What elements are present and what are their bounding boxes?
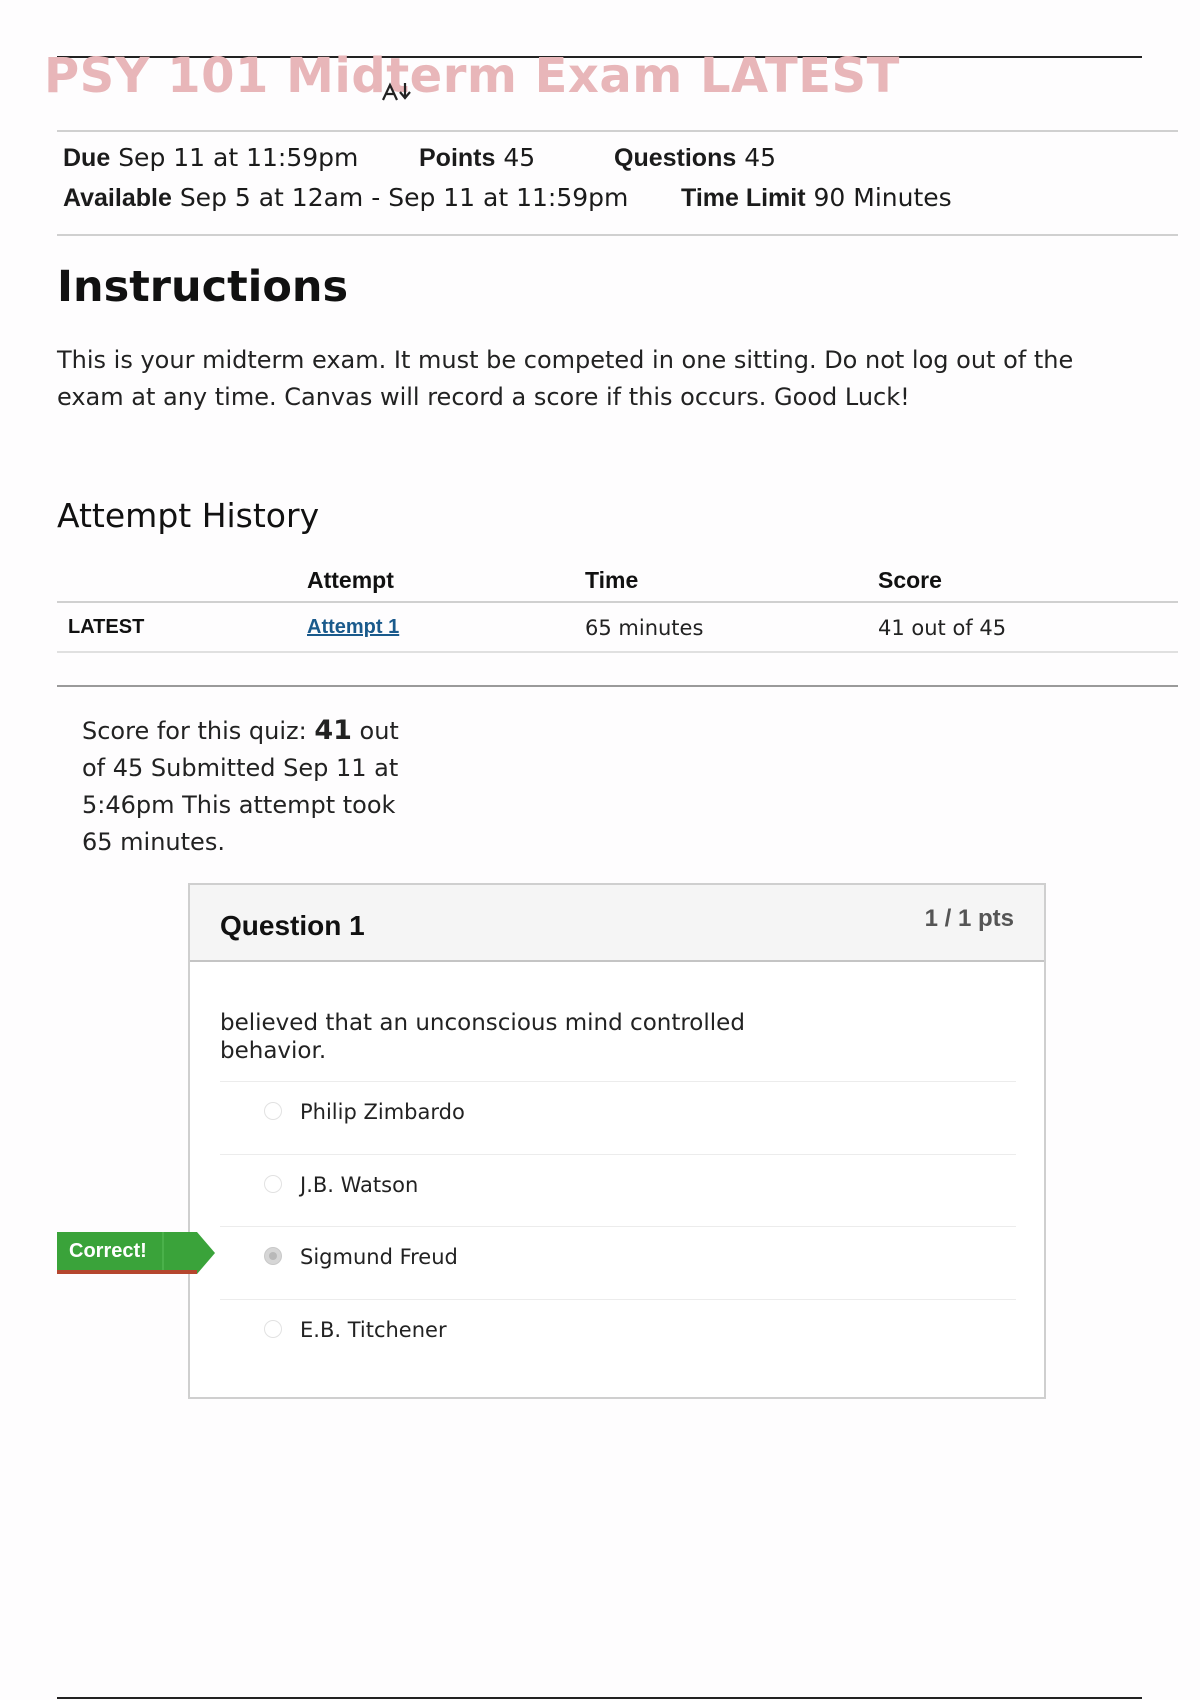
points-value: 45 — [503, 143, 536, 172]
table-bottom-divider — [57, 651, 1178, 653]
column-header-score: Score — [878, 567, 942, 593]
attempt-link[interactable]: Attempt 1 — [307, 616, 400, 638]
available-field — [63, 183, 628, 213]
radio-button[interactable] — [264, 1320, 282, 1338]
radio-button-selected[interactable] — [264, 1247, 282, 1265]
answer-label: Philip Zimbardo — [300, 1100, 465, 1124]
question-header — [190, 885, 1044, 962]
question-text: believed that an unconscious mind controlled behavior. — [220, 1010, 745, 1064]
score-value: 41 — [314, 715, 352, 746]
available-value: Sep 5 at 12am - Sep 11 at 11:59pm — [179, 183, 629, 212]
time-limit-value: 90 Minutes — [813, 183, 952, 212]
answer-label: J.B. Watson — [300, 1173, 419, 1197]
time-limit-field — [681, 183, 952, 213]
answer-option[interactable] — [220, 1154, 1016, 1227]
questions-field — [614, 143, 776, 173]
section-divider — [57, 685, 1178, 687]
score-summary-details: out of 45 Submitted Sep 11 at 5:46pm This attempt took 65 minutes. — [82, 717, 399, 856]
answer-option[interactable] — [220, 1081, 1016, 1154]
questions-value: 45 — [744, 143, 777, 172]
points-label: Points — [419, 144, 496, 172]
available-label: Available — [63, 184, 172, 212]
due-label: Due — [63, 144, 111, 172]
answer-label: Sigmund Freud — [300, 1245, 458, 1269]
meta-top-divider — [57, 130, 1178, 132]
answer-option[interactable] — [220, 1226, 1016, 1299]
question-title: Question 1 — [220, 910, 365, 941]
page-title: PSY 101 Midterm Exam LATEST — [44, 48, 900, 104]
score-summary-prefix: Score for this quiz: — [82, 717, 315, 745]
due-field — [63, 143, 358, 173]
attempt-time: 65 minutes — [585, 616, 704, 640]
bottom-divider — [57, 1697, 1142, 1699]
question-card — [188, 883, 1046, 1399]
column-header-attempt: Attempt — [307, 567, 394, 593]
correct-flag — [57, 1232, 215, 1274]
answer-option[interactable] — [220, 1299, 1016, 1372]
table-row — [57, 602, 1178, 652]
radio-button[interactable] — [264, 1102, 282, 1120]
score-summary — [82, 712, 412, 861]
row-status-label: LATEST — [68, 616, 145, 638]
time-limit-label: Time Limit — [681, 184, 806, 212]
radio-button[interactable] — [264, 1175, 282, 1193]
text-cursor-icon — [381, 80, 415, 104]
answer-label: E.B. Titchener — [300, 1318, 447, 1342]
attempt-score: 41 out of 45 — [878, 616, 1007, 640]
meta-bottom-divider — [57, 234, 1178, 236]
due-value: Sep 11 at 11:59pm — [118, 143, 359, 172]
question-points: 1 / 1 pts — [924, 905, 1014, 932]
instructions-heading: Instructions — [57, 262, 349, 312]
column-header-time: Time — [585, 567, 639, 593]
attempt-history-heading: Attempt History — [57, 496, 320, 535]
correct-flag-label: Correct! — [69, 1240, 147, 1262]
instructions-text: This is your midterm exam. It must be competed in one sitting. Do not log out of the exam at any time. Canvas will record a score if this occurs. Good Luck! — [57, 346, 1074, 411]
questions-label: Questions — [614, 144, 737, 172]
points-field — [419, 143, 535, 173]
